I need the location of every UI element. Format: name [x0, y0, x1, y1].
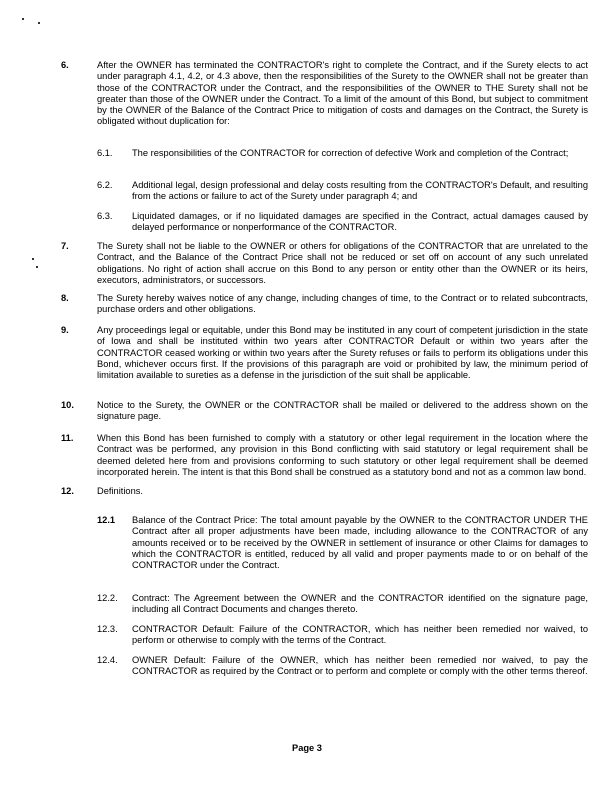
subparagraph-number: 6.1. [97, 148, 113, 158]
scan-speck [32, 258, 34, 260]
paragraph-number: 11. [61, 433, 74, 443]
subparagraph-text: Balance of the Contract Price: The total amount payable by the OWNER to the CONTRACTOR UNDER THE Contract after all proper adjustments have been made, including allowance to the CONTRACTOR of any amounts received or to be received by the OWNER in settlement of insurance or other Claims for damages to which the CONTRACTOR is entitled, reduced by all valid and proper payments made to or on behalf of the CONTRACTOR under the Contract. [132, 515, 588, 571]
paragraph-text: The Surety hereby waives notice of any change, including changes of time, to the Contract or to related subcontracts, purchase orders and other obligations. [97, 293, 588, 315]
scan-speck [38, 22, 40, 24]
subparagraph-number: 12.3. [97, 624, 118, 634]
paragraph-text: After the OWNER has terminated the CONTRACTOR's right to complete the Contract, and if the Surety elects to act under paragraph 4.1, 4.2, or 4.3 above, then the responsibilities of the Surety to the OWNER shall not be greater than those of the CONTRACTOR under the Contract, and the responsibilities of the OWNER to THE Surety shall not be greater than those of the OWNER under the Contract. To a limit of the amount of this Bond, but subject to commitment by the OWNER of the Balance of the Contract Price to mitigation of costs and damages on the Contract, the Surety is obligated without duplication for: [97, 60, 588, 127]
subparagraph-number: 12.2. [97, 593, 118, 603]
paragraph-number: 10. [61, 400, 74, 410]
subparagraph-text: CONTRACTOR Default: Failure of the CONTRACTOR, which has neither been remedied nor waived, to perform or otherwise to comply with the terms of the Contract. [132, 624, 588, 646]
paragraph-text: Notice to the Surety, the OWNER or the CONTRACTOR shall be mailed or delivered to the address shown on the signature page. [97, 400, 588, 422]
subparagraph-text: Liquidated damages, or if no liquidated damages are specified in the Contract, actual damages caused by delayed performance or nonperformance of the CONTRACTOR. [132, 211, 588, 233]
paragraph-text: The Surety shall not be liable to the OWNER or others for obligations of the CONTRACTOR that are unrelated to the Contract, and the Balance of the Contract Price shall not be reduced or set off on account of any such unrelated obligations. No right of action shall accrue on this Bond to any person or entity other than the OWNER or its heirs, executors, administrators, or successors. [97, 241, 588, 285]
subparagraph-number: 12.1 [97, 515, 116, 525]
page-number: Page 3 [292, 743, 322, 753]
subparagraph-number: 12.4. [97, 655, 118, 665]
subparagraph-text: OWNER Default: Failure of the OWNER, which has neither been remedied nor waived, to pay the CONTRACTOR as required by the Contract or to perform and complete or comply with the other terms thereof. [132, 655, 588, 677]
paragraph-text: When this Bond has been furnished to comply with a statutory or other legal requirement in the location where the Contract was be performed, any provision in this Bond conflicting with said statutory or legal requirement shall be deemed deleted here from and provisions conforming to such statutory or other legal requirement shall be deemed incorporated herein. The intent is that this Bond shall be construed as a statutory bond and not as a common law bond. [97, 433, 588, 477]
paragraph-number: 9. [61, 325, 69, 335]
subparagraph-text: The responsibilities of the CONTRACTOR for correction of defective Work and completion of the Contract; [132, 148, 569, 158]
subparagraph-number: 6.3. [97, 211, 113, 221]
subparagraph-number: 6.2. [97, 180, 113, 190]
subparagraph-text: Contract: The Agreement between the OWNER and the CONTRACTOR identified on the signature page, including all Contract Documents and changes thereto. [132, 593, 588, 615]
paragraph-text: Any proceedings legal or equitable, under this Bond may be instituted in any court of competent jurisdiction in the state of Iowa and shall be instituted within two years after CONTRACTOR Default or within two years after the CONTRACTOR ceased working or within two years after the Surety refuses or fails to perform its obligations under this Bond, whichever occurs first. If the provisions of this paragraph are void or prohibited by law, the minimum period of limitation available to sureties as a defense in the jurisdiction of the suit shall be applicable. [97, 325, 588, 381]
scan-speck [22, 18, 24, 20]
paragraph-number: 8. [61, 293, 69, 303]
paragraph-number: 6. [61, 60, 69, 70]
paragraph-text: Definitions. [97, 486, 143, 496]
subparagraph-text: Additional legal, design professional and delay costs resulting from the CONTRACTOR's Default, and resulting from the actions or failure to act of the Surety under paragraph 4; and [132, 180, 588, 202]
paragraph-number: 7. [61, 241, 69, 251]
paragraph-number: 12. [61, 486, 74, 496]
scan-speck [36, 266, 38, 268]
